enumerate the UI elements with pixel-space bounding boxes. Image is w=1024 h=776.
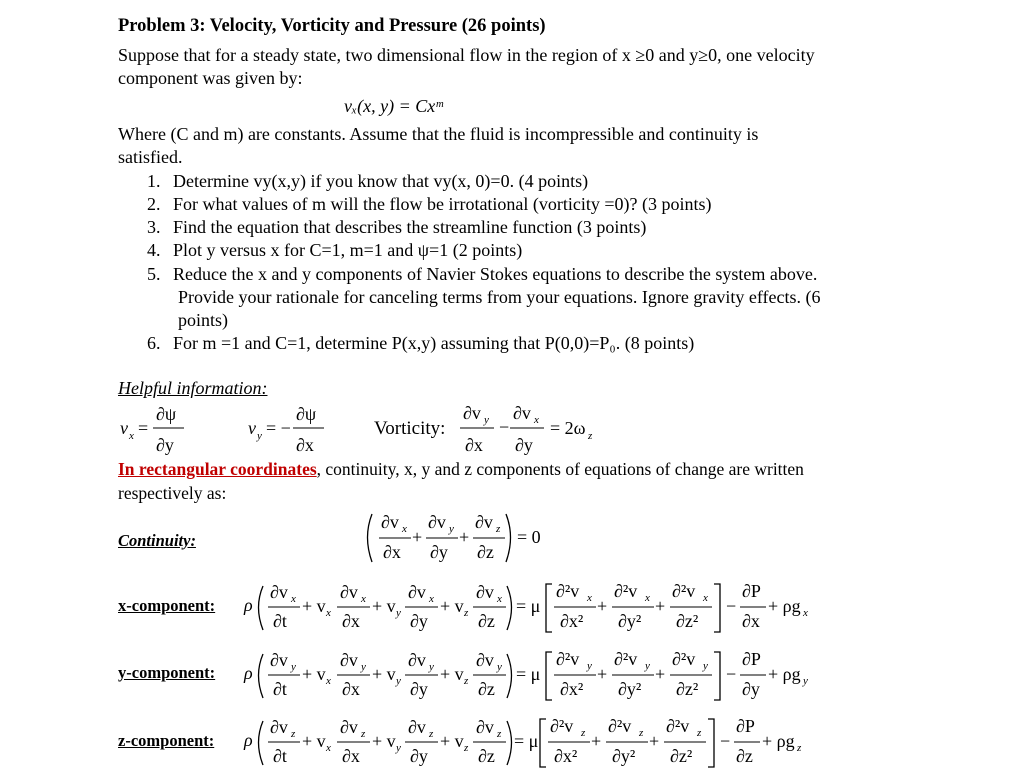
rect-coords-heading: In rectangular coordinates <box>118 459 317 479</box>
svg-text:+: + <box>597 664 608 684</box>
continuity-label: Continuity: <box>118 531 196 550</box>
svg-text:+ ρg: + ρg <box>768 596 801 616</box>
svg-text:∂ψ: ∂ψ <box>296 404 317 424</box>
question-3: 3. Find the equation that describes the streamline function (3 points) <box>147 217 647 237</box>
svg-text:+ v: + v <box>302 731 326 751</box>
svg-text:y: y <box>587 660 592 672</box>
svg-text:∂²v: ∂²v <box>672 581 696 601</box>
svg-text:∂x²: ∂x² <box>560 611 584 631</box>
svg-text:x: x <box>326 607 331 619</box>
svg-text:∂z: ∂z <box>477 542 494 562</box>
svg-text:x: x <box>291 593 296 605</box>
svg-text:∂t: ∂t <box>273 746 287 766</box>
svg-text:∂v: ∂v <box>270 650 288 670</box>
svg-text:∂P: ∂P <box>736 716 755 736</box>
svg-text:z: z <box>464 607 469 619</box>
svg-text:+ v: + v <box>440 596 464 616</box>
svg-text:=: = <box>138 418 149 438</box>
svg-text:+: + <box>655 596 666 616</box>
question-2: 2. For what values of m will the flow be irrotational (vorticity =0)? (3 points) <box>147 194 712 214</box>
svg-text:∂P: ∂P <box>742 581 761 601</box>
svg-text:x: x <box>129 430 134 442</box>
svg-text:∂z²: ∂z² <box>670 746 693 766</box>
rect-coords-line: In rectangular coordinates, continuity, x, y and z components of equations of change are written <box>118 459 804 479</box>
svg-text:∂x: ∂x <box>342 611 360 631</box>
x-component-label: x-component: <box>118 596 216 615</box>
svg-text:∂v: ∂v <box>513 403 531 423</box>
svg-text:∂t: ∂t <box>273 679 287 699</box>
svg-text:z: z <box>464 742 469 754</box>
svg-text:+ v: + v <box>440 664 464 684</box>
svg-text:z: z <box>361 728 366 740</box>
svg-text:= 0: = 0 <box>517 527 541 547</box>
svg-text:y: y <box>396 607 401 619</box>
svg-text:∂v: ∂v <box>476 650 494 670</box>
svg-text:x: x <box>361 593 366 605</box>
svg-text:x: x <box>645 592 650 604</box>
x-momentum-eq <box>243 581 808 632</box>
svg-text:y: y <box>396 675 401 687</box>
svg-text:y: y <box>291 661 296 673</box>
y-component-label: y-component: <box>118 663 216 682</box>
helpful-heading: Helpful information: <box>118 378 268 398</box>
svg-text:+ ρg: + ρg <box>762 731 795 751</box>
svg-text:z: z <box>291 728 296 740</box>
svg-text:v: v <box>120 418 128 438</box>
svg-text:y: y <box>257 430 262 442</box>
svg-text:z: z <box>697 727 702 739</box>
svg-text:= μ: = μ <box>514 731 539 751</box>
svg-text:= μ: = μ <box>516 664 541 684</box>
z-component-label: z-component: <box>118 731 215 750</box>
svg-text:∂v: ∂v <box>340 717 358 737</box>
svg-text:∂y²: ∂y² <box>618 679 642 699</box>
vx-streamfunction-eq <box>120 404 184 455</box>
svg-text:∂²v: ∂²v <box>608 716 632 736</box>
svg-text:−: − <box>726 664 737 684</box>
problem-title: Problem 3: Velocity, Vorticity and Pressure (26 points) <box>118 16 546 36</box>
svg-text:∂z: ∂z <box>736 746 753 766</box>
svg-text:= −: = − <box>266 418 291 438</box>
svg-text:∂ψ: ∂ψ <box>156 404 177 424</box>
svg-text:∂x: ∂x <box>342 746 360 766</box>
svg-text:ρ: ρ <box>244 595 253 615</box>
svg-text:z: z <box>496 523 501 535</box>
question-6: 6. For m =1 and C=1, determine P(x,y) assuming that P(0,0)=P₀. (8 points) <box>147 333 695 353</box>
svg-text:y: y <box>484 414 489 426</box>
svg-text:x: x <box>587 592 592 604</box>
svg-text:∂P: ∂P <box>742 649 761 669</box>
y-momentum-eq <box>243 649 808 700</box>
svg-text:∂²v: ∂²v <box>550 716 574 736</box>
svg-text:+ v: + v <box>302 664 326 684</box>
svg-text:∂²v: ∂²v <box>556 581 580 601</box>
svg-text:z: z <box>464 675 469 687</box>
svg-text:+ v: + v <box>302 596 326 616</box>
svg-text:∂z: ∂z <box>478 611 495 631</box>
svg-text:∂z²: ∂z² <box>676 611 699 631</box>
svg-text:+: + <box>597 596 608 616</box>
svg-text:x: x <box>497 593 502 605</box>
svg-text:x: x <box>326 742 331 754</box>
svg-text:∂v: ∂v <box>340 650 358 670</box>
svg-text:∂y: ∂y <box>515 435 533 455</box>
svg-text:∂y: ∂y <box>410 611 428 631</box>
svg-text:∂v: ∂v <box>270 582 288 602</box>
svg-text:∂v: ∂v <box>270 717 288 737</box>
vy-streamfunction-eq <box>248 404 324 455</box>
svg-text:+ v: + v <box>440 731 464 751</box>
vorticity-label: Vorticity: <box>374 418 446 439</box>
question-1: 1. Determine vy(x,y) if you know that vy(x, 0)=0. (4 points) <box>147 171 589 191</box>
rect-coords-line-2: respectively as: <box>118 483 227 503</box>
svg-text:= 2ω: = 2ω <box>550 418 586 438</box>
svg-text:z: z <box>639 727 644 739</box>
svg-text:ρ: ρ <box>244 663 253 683</box>
svg-text:−: − <box>499 417 510 437</box>
svg-text:∂v: ∂v <box>408 582 426 602</box>
svg-text:∂x²: ∂x² <box>560 679 584 699</box>
svg-text:y: y <box>497 661 502 673</box>
svg-text:∂²v: ∂²v <box>614 581 638 601</box>
svg-text:y: y <box>449 523 454 535</box>
svg-text:∂y: ∂y <box>430 542 448 562</box>
svg-text:∂x: ∂x <box>465 435 483 455</box>
svg-text:x: x <box>703 592 708 604</box>
vorticity-eq <box>460 403 593 455</box>
svg-text:∂v: ∂v <box>463 403 481 423</box>
svg-text:+: + <box>591 731 602 751</box>
svg-text:+: + <box>649 731 660 751</box>
svg-text:∂²v: ∂²v <box>666 716 690 736</box>
svg-text:∂y²: ∂y² <box>612 746 636 766</box>
svg-text:+ v: + v <box>372 596 396 616</box>
svg-text:∂x²: ∂x² <box>554 746 578 766</box>
svg-text:∂²v: ∂²v <box>614 649 638 669</box>
svg-text:∂x: ∂x <box>742 611 760 631</box>
svg-text:∂²v: ∂²v <box>556 649 580 669</box>
svg-text:∂y: ∂y <box>156 435 174 455</box>
svg-text:v: v <box>248 418 256 438</box>
svg-text:x: x <box>402 523 407 535</box>
svg-text:∂v: ∂v <box>381 512 399 532</box>
svg-text:∂z²: ∂z² <box>676 679 699 699</box>
svg-text:+ ρg: + ρg <box>768 664 801 684</box>
where-line-2: satisfied. <box>118 147 183 167</box>
question-5-cont: Provide your rationale for canceling terms from your equations. Ignore gravity effects. (6 <box>178 287 821 307</box>
svg-text:−: − <box>726 596 737 616</box>
svg-text:x: x <box>326 675 331 687</box>
svg-text:+: + <box>459 527 470 547</box>
svg-text:z: z <box>581 727 586 739</box>
svg-text:y: y <box>803 675 808 687</box>
svg-text:∂²v: ∂²v <box>672 649 696 669</box>
svg-text:y: y <box>645 660 650 672</box>
svg-text:∂z: ∂z <box>478 679 495 699</box>
svg-text:∂v: ∂v <box>476 717 494 737</box>
svg-text:∂x: ∂x <box>296 435 314 455</box>
where-line-1: Where (C and m) are constants. Assume that the fluid is incompressible and continuity is <box>118 124 759 144</box>
svg-text:∂v: ∂v <box>408 650 426 670</box>
svg-text:∂v: ∂v <box>340 582 358 602</box>
svg-text:y: y <box>361 661 366 673</box>
question-4: 4. Plot y versus x for C=1, m=1 and ψ=1 (2 points) <box>147 240 523 260</box>
svg-text:∂v: ∂v <box>408 717 426 737</box>
continuity-eq <box>368 512 541 562</box>
intro-line-1: Suppose that for a steady state, two dimensional flow in the region of x ≥0 and y≥0, one velocity <box>118 45 815 65</box>
svg-text:∂y²: ∂y² <box>618 611 642 631</box>
svg-text:−: − <box>720 731 731 751</box>
svg-text:x: x <box>534 414 539 426</box>
svg-text:ρ: ρ <box>244 730 253 750</box>
svg-text:z: z <box>588 430 593 442</box>
svg-text:+: + <box>655 664 666 684</box>
svg-text:= μ: = μ <box>516 596 541 616</box>
svg-text:z: z <box>497 728 502 740</box>
question-5: 5. Reduce the x and y components of Navier Stokes equations to describe the system above. <box>147 264 818 284</box>
svg-text:∂v: ∂v <box>428 512 446 532</box>
svg-text:∂x: ∂x <box>383 542 401 562</box>
svg-text:+ v: + v <box>372 664 396 684</box>
question-5-cont2: points) <box>178 310 229 330</box>
svg-text:+: + <box>412 527 423 547</box>
svg-text:∂z: ∂z <box>478 746 495 766</box>
svg-text:x: x <box>803 607 808 619</box>
given-equation: vₓ(x, y) = Cxᵐ <box>344 96 443 116</box>
svg-text:y: y <box>429 661 434 673</box>
svg-text:y: y <box>703 660 708 672</box>
z-momentum-eq <box>243 716 802 767</box>
svg-text:+ v: + v <box>372 731 396 751</box>
svg-text:∂y: ∂y <box>742 679 760 699</box>
svg-text:∂x: ∂x <box>342 679 360 699</box>
svg-text:∂v: ∂v <box>475 512 493 532</box>
svg-text:x: x <box>429 593 434 605</box>
intro-line-2: component was given by: <box>118 68 303 88</box>
svg-text:z: z <box>429 728 434 740</box>
svg-text:∂y: ∂y <box>410 746 428 766</box>
svg-text:z: z <box>797 742 802 754</box>
svg-text:∂y: ∂y <box>410 679 428 699</box>
svg-text:∂v: ∂v <box>476 582 494 602</box>
svg-text:y: y <box>396 742 401 754</box>
svg-text:∂t: ∂t <box>273 611 287 631</box>
